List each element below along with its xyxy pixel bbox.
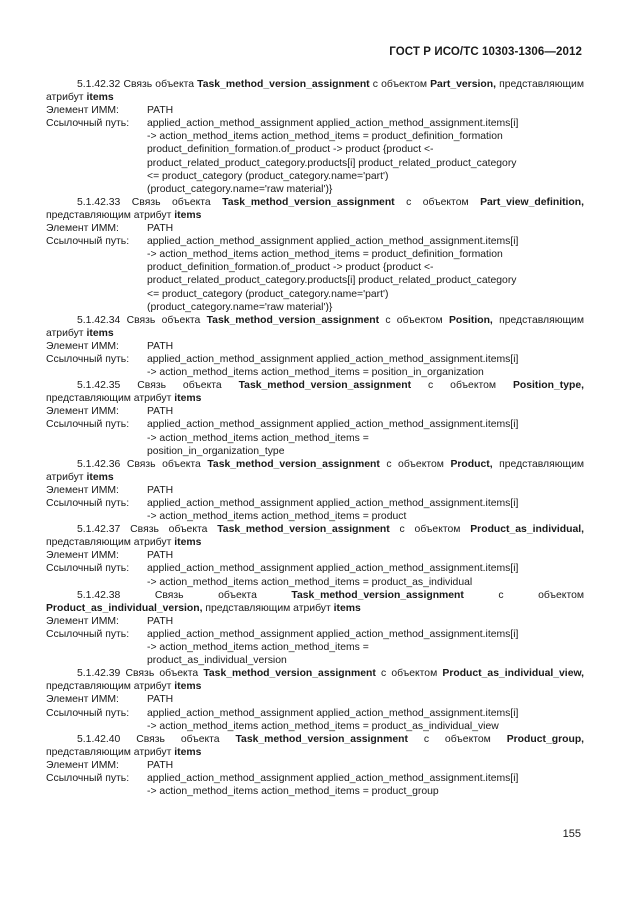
- ref-path-row: [46, 497, 584, 523]
- section-5-1-42-32: [46, 78, 584, 196]
- section-number: 5.1.42.38: [77, 589, 121, 601]
- element-row: [46, 340, 584, 353]
- page-number: 155: [562, 828, 581, 840]
- element-row: [46, 222, 584, 235]
- ref-path-row: [46, 418, 584, 457]
- element-row: [46, 104, 584, 117]
- section-5-1-42-36: [46, 458, 584, 523]
- element-label: Элемент ИММ:: [46, 406, 119, 418]
- element-row: [46, 549, 584, 562]
- target-entity: Part_version,: [430, 79, 496, 90]
- element-value: PATH: [147, 694, 174, 706]
- element-value: PATH: [147, 484, 174, 496]
- attribute-name: items: [174, 681, 202, 693]
- ref-path-value: [147, 117, 584, 196]
- attribute-name: items: [174, 209, 202, 221]
- element-value: PATH: [147, 105, 174, 117]
- section-heading: [46, 458, 584, 484]
- element-label: Элемент ИММ:: [46, 694, 119, 706]
- path-line: applied_action_method_assignment applied_action_method_assignment.items[i]: [147, 236, 519, 248]
- section-suffix: представляющим атрибут: [46, 681, 172, 693]
- attribute-name: items: [174, 537, 202, 549]
- target-entity: Product_as_individual_view,: [442, 668, 585, 680]
- section-mid: с объектом: [406, 196, 469, 208]
- path-line: -> action_method_items action_method_items = product_group: [147, 786, 439, 798]
- ref-path-label: Ссылочный путь:: [46, 772, 130, 784]
- path-line: applied_action_method_assignment applied_action_method_assignment.items[i]: [147, 498, 519, 509]
- path-line: product_as_individual_version: [147, 655, 287, 667]
- section-heading: [46, 733, 584, 759]
- element-label: Элемент ИММ:: [46, 759, 119, 771]
- ref-path-row: [46, 772, 584, 798]
- document-body: [46, 78, 584, 798]
- section-5-1-42-34: [46, 314, 584, 379]
- element-label: Элемент ИММ:: [46, 550, 119, 562]
- path-line: applied_action_method_assignment applied_action_method_assignment.items[i]: [147, 707, 519, 719]
- section-number: 5.1.42.39: [77, 668, 121, 680]
- ref-path-value: [147, 707, 584, 733]
- ref-path-label: Ссылочный путь:: [46, 353, 130, 365]
- ref-path-value: [147, 235, 584, 314]
- section-number: 5.1.42.33: [77, 196, 121, 208]
- section-suffix: представляющим атрибут: [46, 314, 584, 339]
- path-line: applied_action_method_assignment applied_action_method_assignment.items[i]: [147, 118, 519, 130]
- path-line: applied_action_method_assignment applied_action_method_assignment.items[i]: [147, 353, 519, 365]
- section-mid: с объектом: [498, 589, 585, 601]
- ref-path-value: [147, 418, 584, 457]
- path-line: <= product_category (product_category.name='part'): [147, 288, 389, 300]
- section-prefix: Связь объекта: [126, 458, 201, 470]
- attribute-name: items: [333, 602, 361, 614]
- section-5-1-42-35: [46, 379, 584, 458]
- ref-path-row: [46, 628, 584, 667]
- section-heading: [46, 523, 584, 549]
- path-line: product_definition_formation.of_product -> product {product <-: [147, 262, 434, 274]
- section-heading: [46, 314, 584, 340]
- section-5-1-42-33: [46, 196, 584, 314]
- section-suffix: представляющим атрибут: [46, 458, 585, 483]
- section-prefix: Связь объекта: [126, 314, 201, 326]
- section-heading: [46, 196, 584, 222]
- section-prefix: Связь объекта: [136, 733, 220, 745]
- path-line: (product_category.name='raw material')}: [147, 183, 333, 195]
- path-line: product_related_product_category.products[i] product_related_product_category: [147, 157, 517, 169]
- section-mid: с объектом: [385, 314, 443, 326]
- path-line: -> action_method_items action_method_items = product_definition_formation: [147, 249, 503, 261]
- path-line: -> action_method_items action_method_items = product: [147, 511, 407, 523]
- path-line: -> action_method_items action_method_items = product_definition_formation: [147, 131, 503, 143]
- path-line: applied_action_method_assignment applied_action_method_assignment.items[i]: [147, 628, 519, 640]
- element-value: PATH: [147, 406, 174, 418]
- element-value: PATH: [147, 615, 174, 627]
- element-label: Элемент ИММ:: [46, 340, 119, 352]
- target-entity: Position,: [448, 314, 493, 326]
- section-prefix: Связь объекта: [130, 524, 208, 536]
- section-suffix: представляющим атрибут: [46, 746, 172, 758]
- target-entity: Product_as_individual_version,: [46, 602, 203, 614]
- section-mid: с объектом: [428, 380, 497, 392]
- section-5-1-42-40: [46, 733, 584, 798]
- section-prefix: Связь объекта: [131, 196, 211, 208]
- path-line: applied_action_method_assignment applied_action_method_assignment.items[i]: [147, 563, 519, 575]
- element-row: [46, 615, 584, 628]
- element-value: PATH: [147, 759, 174, 771]
- path-line: position_in_organization_type: [147, 445, 285, 457]
- entity-name: Task_method_version_assignment: [197, 79, 370, 90]
- section-heading: [46, 379, 584, 405]
- ref-path-row: [46, 235, 584, 314]
- section-mid: с объектом: [372, 79, 427, 90]
- entity-name: Task_method_version_assignment: [238, 380, 412, 392]
- element-label: Элемент ИММ:: [46, 223, 119, 235]
- section-number: 5.1.42.35: [77, 380, 121, 392]
- ref-path-value: [147, 562, 584, 588]
- section-number: 5.1.42.34: [77, 314, 121, 326]
- target-entity: Product,: [450, 458, 493, 470]
- element-row: [46, 759, 584, 772]
- section-prefix: Связь объекта: [125, 668, 199, 680]
- entity-name: Task_method_version_assignment: [235, 733, 408, 745]
- section-suffix: представляющим атрибут: [205, 602, 331, 614]
- path-line: product_definition_formation.of_product -> product {product <-: [147, 144, 434, 156]
- element-label: Элемент ИММ:: [46, 615, 119, 627]
- path-line: -> action_method_items action_method_items = product_as_individual_view: [147, 720, 499, 732]
- section-mid: с объектом: [423, 733, 491, 745]
- ref-path-value: [147, 497, 584, 523]
- path-line: applied_action_method_assignment applied_action_method_assignment.items[i]: [147, 419, 519, 431]
- section-5-1-42-38: [46, 589, 584, 668]
- attribute-name: items: [174, 746, 202, 758]
- ref-path-row: [46, 562, 584, 588]
- element-label: Элемент ИММ:: [46, 484, 119, 496]
- ref-path-label: Ссылочный путь:: [46, 118, 130, 130]
- element-value: PATH: [147, 223, 174, 235]
- ref-path-row: [46, 353, 584, 379]
- element-row: [46, 484, 584, 497]
- section-heading: [46, 589, 584, 615]
- section-number: 5.1.42.40: [77, 733, 121, 745]
- section-mid: с объектом: [380, 668, 438, 680]
- path-line: <= product_category (product_category.name='part'): [147, 170, 389, 182]
- ref-path-label: Ссылочный путь:: [46, 236, 130, 248]
- attribute-name: items: [86, 92, 114, 104]
- section-suffix: представляющим атрибут: [46, 537, 172, 549]
- section-suffix: представляющим атрибут: [46, 393, 172, 405]
- ref-path-value: [147, 772, 584, 798]
- target-entity: Position_type,: [512, 380, 584, 392]
- section-prefix: Связь объекта: [123, 79, 195, 90]
- path-line: -> action_method_items action_method_items =: [147, 642, 369, 654]
- section-mid: с объектом: [386, 458, 444, 470]
- ref-path-value: [147, 353, 584, 379]
- section-prefix: Связь объекта: [137, 380, 222, 392]
- target-entity: Product_group,: [506, 733, 585, 745]
- section-heading: [46, 667, 584, 693]
- path-line: -> action_method_items action_method_items =: [147, 432, 369, 444]
- ref-path-label: Ссылочный путь:: [46, 707, 130, 719]
- target-entity: Product_as_individual,: [470, 524, 584, 536]
- section-5-1-42-39: [46, 667, 584, 732]
- entity-name: Task_method_version_assignment: [203, 668, 376, 680]
- element-label: Элемент ИММ:: [46, 105, 119, 117]
- entity-name: Task_method_version_assignment: [291, 589, 464, 601]
- document-header-code: ГОСТ Р ИСО/ТС 10303-1306—2012: [389, 46, 582, 58]
- path-line: (product_category.name='raw material')}: [147, 301, 333, 313]
- element-value: PATH: [147, 340, 174, 352]
- entity-name: Task_method_version_assignment: [217, 524, 390, 536]
- section-number: 5.1.42.32: [77, 79, 121, 90]
- attribute-name: items: [86, 327, 114, 339]
- ref-path-label: Ссылочный путь:: [46, 628, 130, 640]
- entity-name: Task_method_version_assignment: [222, 196, 395, 208]
- entity-name: Task_method_version_assignment: [207, 458, 380, 470]
- section-suffix: представляющим атрибут: [46, 79, 584, 104]
- path-line: applied_action_method_assignment applied_action_method_assignment.items[i]: [147, 772, 519, 784]
- path-line: -> action_method_items action_method_items = position_in_organization: [147, 367, 484, 379]
- attribute-name: items: [174, 393, 202, 405]
- attribute-name: items: [86, 471, 114, 483]
- section-suffix: представляющим атрибут: [46, 209, 172, 221]
- section-number: 5.1.42.37: [77, 524, 121, 536]
- path-line: -> action_method_items action_method_items = product_as_individual: [147, 576, 473, 588]
- ref-path-label: Ссылочный путь:: [46, 498, 130, 509]
- element-row: [46, 405, 584, 418]
- element-row: [46, 693, 584, 706]
- section-heading: [46, 78, 584, 104]
- section-5-1-42-37: [46, 523, 584, 588]
- ref-path-label: Ссылочный путь:: [46, 419, 130, 431]
- ref-path-row: [46, 117, 584, 196]
- target-entity: Part_view_definition,: [480, 196, 585, 208]
- entity-name: Task_method_version_assignment: [206, 314, 380, 326]
- ref-path-row: [46, 707, 584, 733]
- section-mid: с объектом: [399, 524, 461, 536]
- ref-path-value: [147, 628, 584, 667]
- section-number: 5.1.42.36: [77, 458, 121, 470]
- path-line: product_related_product_category.products[i] product_related_product_category: [147, 275, 517, 287]
- section-prefix: Связь объекта: [154, 589, 257, 601]
- ref-path-label: Ссылочный путь:: [46, 563, 130, 575]
- element-value: PATH: [147, 550, 174, 562]
